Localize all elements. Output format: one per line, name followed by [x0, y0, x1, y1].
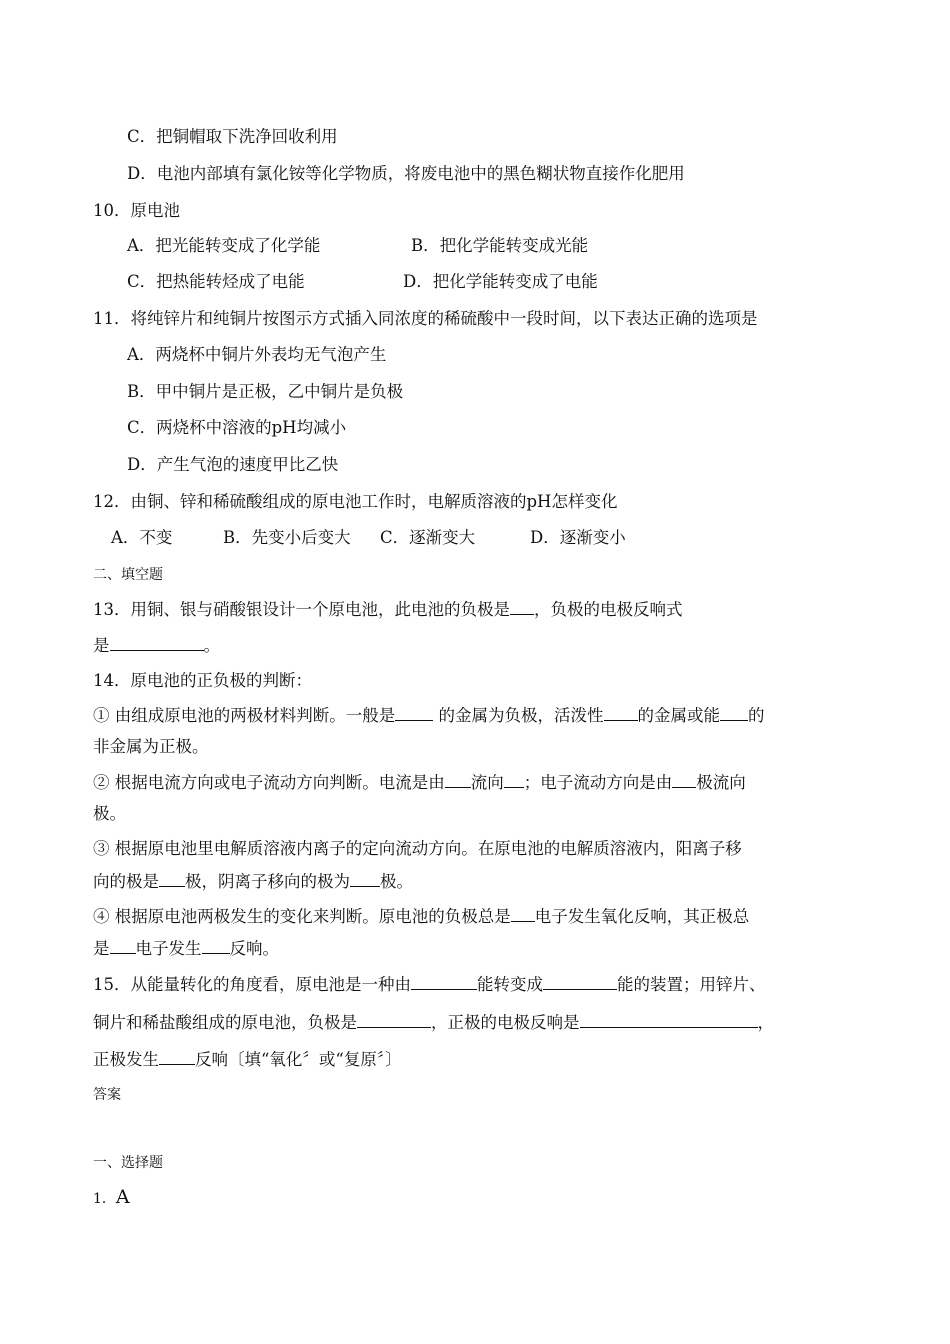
- q14-item3-blank-2: [350, 869, 380, 887]
- q14-item4-text-a: ④ 根据原电池两极发生的变化来判断。原电池的负极总是: [93, 907, 511, 926]
- q14-item4-text-b: 电子发生氧化反响，其正极总: [534, 907, 750, 926]
- section-heading-fill-in: 二、填空题: [93, 567, 163, 583]
- q15-line2: [93, 1010, 774, 1035]
- q15-text-e: ，正极的电极反响是: [431, 1013, 580, 1032]
- q14-item3-text-d: 极。: [380, 872, 413, 891]
- q15-line3: [93, 1047, 402, 1072]
- q9-option-d: D．电池内部填有氯化铵等化学物质，将废电池中的黑色糊状物直接作化肥用: [127, 164, 685, 183]
- q14-item1-blank-1: [395, 703, 433, 721]
- q9-option-c: C．把铜帽取下洗净回收利用: [127, 127, 338, 146]
- q15-text-c: 能的装置；用锌片、: [617, 975, 766, 994]
- q14-item2-blank-3: [672, 770, 696, 788]
- q12-option-c: C．逐渐变大: [380, 528, 476, 547]
- q10-option-a: A．把光能转变成了化学能: [127, 236, 321, 255]
- q11-option-b: B．甲中铜片是正极，乙中铜片是负极: [127, 382, 404, 401]
- q11-option-a: A．两烧杯中铜片外表均无气泡产生: [127, 345, 387, 364]
- q14-item3-blank-1: [159, 869, 185, 887]
- q14-item1-text-c: 的金属或能: [637, 706, 720, 725]
- q10-options-row1: [127, 234, 588, 258]
- q10-option-b: B．把化学能转变成光能: [411, 236, 589, 255]
- q14-item2-text-a: ② 根据电流方向或电子流动方向判断。电流是由: [93, 773, 445, 792]
- q15-text-f: ，: [757, 1013, 774, 1032]
- q14-item1-blank-2: [604, 703, 638, 721]
- answers-heading: 答案: [93, 1087, 121, 1103]
- q15-blank-4: [580, 1010, 758, 1028]
- q14-item2-text-d: 极流向: [696, 773, 746, 792]
- q10-option-d: D．把化学能转变成了电能: [403, 272, 598, 291]
- q12-option-a: A．不变: [111, 528, 173, 547]
- q13-line2: [93, 633, 220, 658]
- q14-item2-text-b: 流向: [470, 773, 504, 792]
- q14-item2-text-c: ；电子流动方向是由: [523, 773, 673, 792]
- q13-blank-negative-electrode: [510, 597, 534, 615]
- q12-option-b: B．先变小后变大: [223, 528, 351, 547]
- q14-item4-text-d: 电子发生: [135, 939, 202, 958]
- q15-blank-1: [411, 972, 477, 990]
- q10-options-row2: [127, 270, 598, 294]
- q12-stem: 12．由铜、锌和稀硫酸组成的原电池工作时，电解质溶液的pH怎样变化: [93, 492, 618, 511]
- q13-text-2: ，负极的电极反响式: [534, 600, 683, 619]
- q14-item4-blank-3: [202, 936, 230, 954]
- answer-1: [93, 1185, 130, 1211]
- q14-item4-line2: [93, 936, 279, 961]
- q12-option-d: D．逐渐变小: [530, 528, 626, 547]
- q13-line1: [93, 597, 683, 622]
- q14-item4-text-c: 是: [93, 939, 110, 958]
- q15-blank-2: [543, 972, 617, 990]
- answers-section-choice: 一、选择题: [93, 1155, 163, 1171]
- q15-line1: [93, 972, 766, 997]
- q14-item3-line2: [93, 869, 413, 894]
- q13-text-1: 13．用铜、银与硝酸银设计一个原电池，此电池的负极是: [93, 600, 510, 619]
- q10-stem: 10．原电池: [93, 201, 180, 220]
- q15-blank-5: [159, 1047, 195, 1065]
- answer-1-number: 1．: [93, 1191, 116, 1207]
- q14-item2-line1: [93, 770, 746, 795]
- q14-item1-line2: 非金属为正极。: [93, 737, 209, 756]
- q13-text-3: 是: [93, 636, 110, 655]
- q14-item1-text-a: ① 由组成原电池的两极材料判断。一般是: [93, 706, 396, 725]
- q14-item3-text-b: 向的极是: [93, 872, 159, 891]
- q14-item2-line2: 极。: [93, 804, 126, 823]
- q14-item2-blank-2: [504, 770, 524, 788]
- q14-item4-blank-1: [511, 904, 535, 922]
- q14-item4-line1: [93, 904, 749, 929]
- q11-stem: 11．将纯锌片和纯铜片按图示方式插入同浓度的稀硫酸中一段时间，以下表达正确的选项是: [93, 309, 758, 328]
- q14-item1-text-d: 的: [748, 706, 765, 725]
- q15-text-h: 反响〔填“氧化〞或“复原〞〕: [195, 1050, 402, 1069]
- q13-blank-equation: [110, 633, 204, 651]
- q13-text-4: 。: [203, 636, 220, 655]
- q14-item3-text-c: 极，阴离子移向的极为: [185, 872, 350, 891]
- q11-option-d: D．产生气泡的速度甲比乙快: [127, 455, 339, 474]
- q14-item2-blank-1: [445, 770, 471, 788]
- q12-options: [111, 526, 626, 550]
- q14-item1-text-b: 的金属为负极，活泼性: [433, 706, 604, 725]
- q15-text-a: 15．从能量转化的角度看，原电池是一种由: [93, 975, 411, 994]
- q14-item1-line1: [93, 703, 765, 728]
- q15-blank-3: [357, 1010, 431, 1028]
- q14-item1-blank-3: [720, 703, 748, 721]
- q14-item4-text-e: 反响。: [229, 939, 279, 958]
- q11-option-c: C．两烧杯中溶液的pH均减小: [127, 418, 347, 437]
- q15-text-d: 铜片和稀盐酸组成的原电池，负极是: [93, 1013, 357, 1032]
- q14-item4-blank-2: [110, 936, 136, 954]
- q15-text-g: 正极发生: [93, 1050, 159, 1069]
- q15-text-b: 能转变成: [477, 975, 543, 994]
- q14-item3-line1: ③ 根据原电池里电解质溶液内离子的定向流动方向。在原电池的电解质溶液内，阳离子移: [93, 839, 742, 858]
- q14-stem: 14．原电池的正负极的判断：: [93, 671, 312, 690]
- answer-1-value: A: [115, 1186, 130, 1208]
- q10-option-c: C．把热能转烃成了电能: [127, 272, 305, 291]
